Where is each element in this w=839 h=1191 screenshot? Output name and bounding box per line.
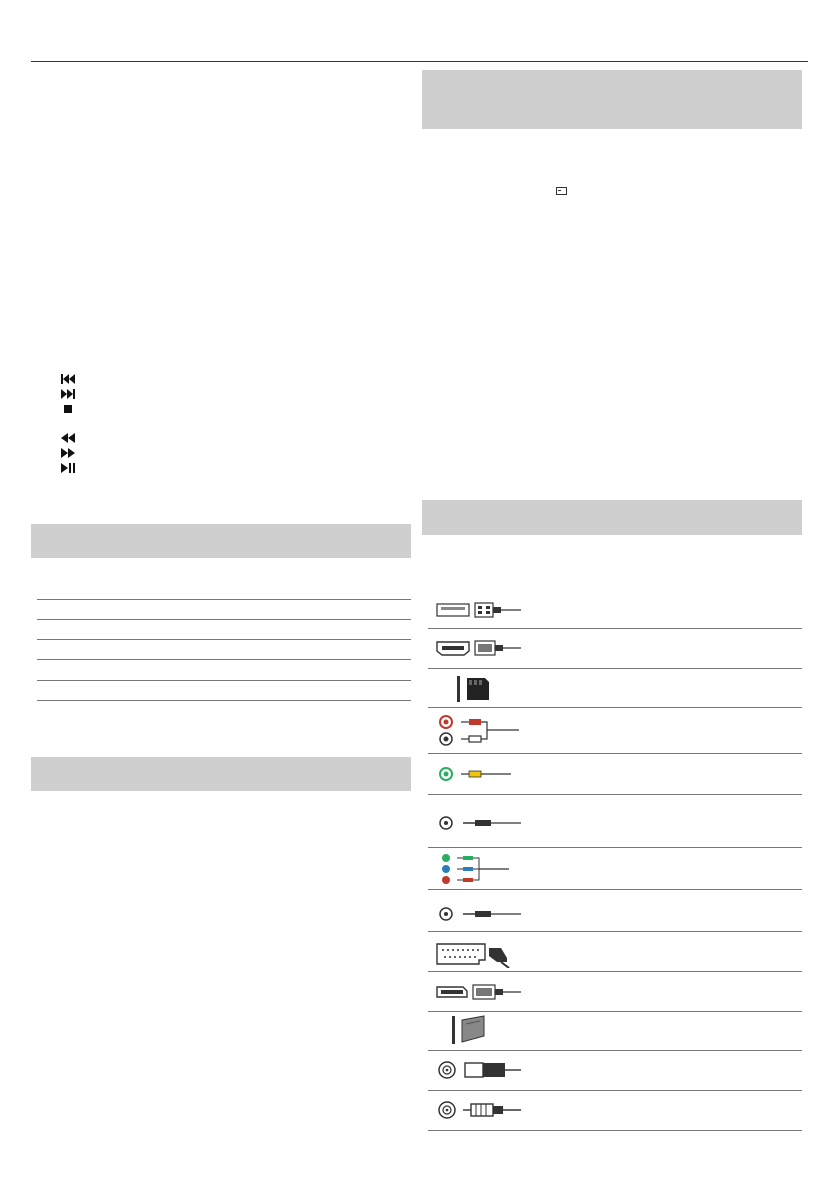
section-header-band — [422, 500, 802, 535]
previous-icon — [60, 373, 76, 385]
table-row-divider — [428, 794, 802, 795]
sd-card-slot-icon — [455, 674, 505, 709]
displayport-connector-icon — [435, 982, 523, 1007]
satellite-f-connector-icon — [437, 1099, 523, 1126]
component-ypbpr-connector-icon — [437, 853, 517, 890]
stop-icon — [60, 403, 76, 415]
table-row-divider — [428, 1090, 802, 1091]
table-row-divider — [428, 753, 802, 754]
usb-connector-icon — [435, 600, 523, 625]
section-header-band — [31, 757, 411, 791]
input-source-icon — [556, 182, 567, 200]
table-row-divider — [37, 619, 411, 620]
table-row-divider — [428, 931, 802, 932]
table-row-divider — [37, 639, 411, 640]
rf-antenna-connector-icon — [437, 1059, 523, 1086]
table-row-divider — [428, 1130, 802, 1131]
section-header-band — [422, 70, 802, 129]
scart-connector-icon — [435, 940, 515, 973]
next-icon — [60, 388, 76, 400]
section-header-band — [31, 524, 411, 558]
table-row-divider — [37, 599, 411, 600]
composite-video-connector-icon — [437, 764, 517, 789]
table-row-divider — [428, 1011, 802, 1012]
audio-rca-connector-icon — [437, 712, 523, 753]
hdmi-connector-icon — [435, 638, 523, 663]
header-rule — [31, 61, 808, 62]
table-row-divider — [37, 700, 411, 701]
table-row-divider — [428, 668, 802, 669]
play-pause-icon — [60, 462, 76, 474]
table-row-divider — [428, 847, 802, 848]
table-row-divider — [428, 628, 802, 629]
fast-forward-icon — [60, 447, 76, 459]
rewind-icon — [60, 432, 76, 444]
mini-jack-icon — [437, 904, 523, 929]
headphone-jack-icon — [437, 813, 523, 838]
table-row-divider — [37, 680, 411, 681]
ci-slot-icon — [450, 1014, 496, 1051]
table-row-divider — [37, 659, 411, 660]
